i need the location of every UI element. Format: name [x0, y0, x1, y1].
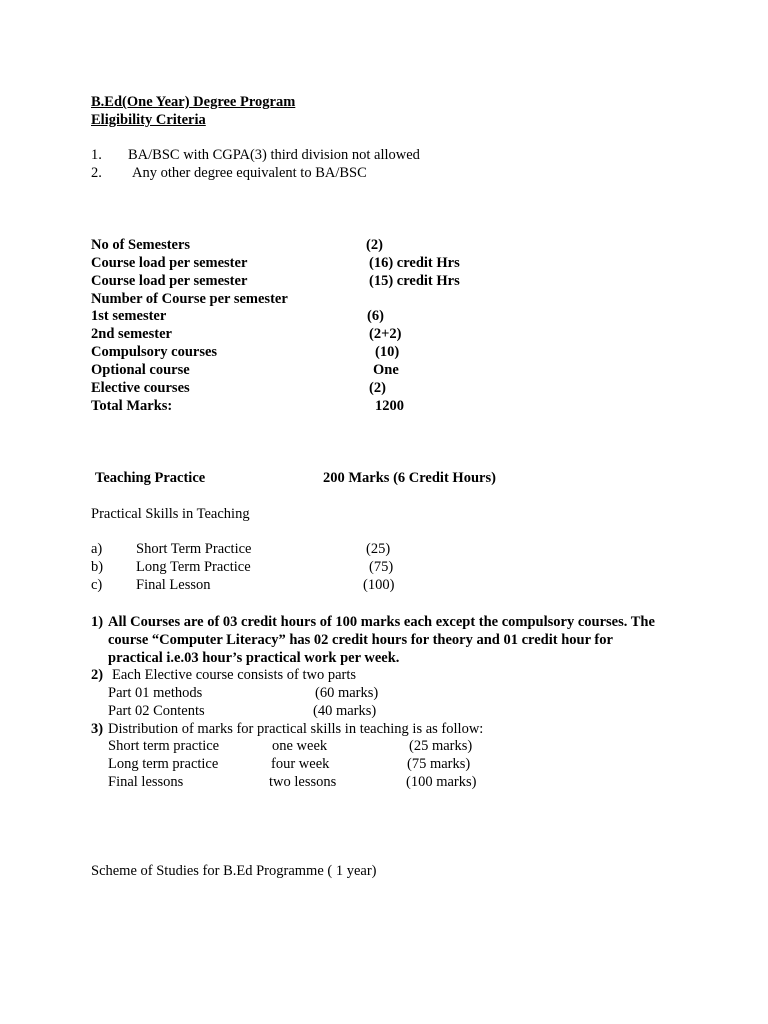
- practice-label: Final Lesson: [136, 577, 211, 593]
- detail-value: (15) credit Hrs: [369, 273, 460, 289]
- eligibility-num-1: 1.: [91, 147, 102, 163]
- detail-value: (10): [375, 344, 400, 360]
- distribution-duration: one week: [272, 738, 328, 754]
- note-1-number: 1): [91, 614, 104, 630]
- detail-label: Total Marks:: [91, 398, 173, 414]
- distribution-label: Short term practice: [108, 738, 220, 754]
- scheme-of-studies-heading: Scheme of Studies for B.Ed Programme ( 1 year): [91, 863, 377, 879]
- detail-label: 1st semester: [91, 308, 167, 324]
- detail-value: (2): [369, 380, 386, 396]
- note-3-number: 3): [91, 721, 104, 737]
- detail-label: No of Semesters: [91, 237, 191, 253]
- eligibility-heading: Eligibility Criteria: [91, 112, 206, 128]
- detail-value: (16) credit Hrs: [369, 255, 460, 271]
- practice-letter: a): [91, 541, 103, 557]
- practice-label: Long Term Practice: [136, 559, 251, 575]
- practical-skills-heading: Practical Skills in Teaching: [91, 506, 250, 522]
- detail-label: Course load per semester: [91, 273, 248, 289]
- distribution-duration: four week: [271, 756, 330, 772]
- detail-label: Elective courses: [91, 380, 190, 396]
- distribution-duration: two lessons: [269, 774, 337, 790]
- note-1-line-2: course “Computer Literacy” has 02 credit hours for theory and 01 credit hour for: [108, 632, 613, 648]
- detail-value: (2+2): [369, 326, 402, 342]
- practice-letter: c): [91, 577, 103, 593]
- practice-value: (75): [369, 559, 394, 575]
- distribution-label: Final lessons: [108, 774, 184, 790]
- detail-value: 1200: [375, 398, 404, 414]
- eligibility-item-1: BA/BSC with CGPA(3) third division not allowed: [128, 147, 420, 163]
- elective-part-label: Part 01 methods: [108, 685, 203, 701]
- detail-value: (6): [367, 308, 384, 324]
- elective-part-marks: (40 marks): [313, 703, 377, 719]
- practice-label: Short Term Practice: [136, 541, 252, 557]
- note-1-line-1: All Courses are of 03 credit hours of 100 marks each except the compulsory courses. The: [108, 614, 655, 630]
- practice-value: (100): [363, 577, 395, 593]
- distribution-marks: (25 marks): [409, 738, 473, 754]
- note-2-text: Each Elective course consists of two parts: [112, 667, 357, 683]
- distribution-marks: (100 marks): [406, 774, 477, 790]
- detail-label: 2nd semester: [91, 326, 172, 342]
- detail-label: Course load per semester: [91, 255, 248, 271]
- teaching-practice-label: Teaching Practice: [95, 470, 206, 486]
- detail-value: (2): [366, 237, 383, 253]
- detail-value: One: [373, 362, 399, 378]
- detail-label: Number of Course per semester: [91, 291, 288, 307]
- elective-part-marks: (60 marks): [315, 685, 379, 701]
- distribution-label: Long term practice: [108, 756, 219, 772]
- distribution-marks: (75 marks): [407, 756, 471, 772]
- note-1-line-3: practical i.e.03 hour’s practical work per week.: [108, 650, 400, 666]
- eligibility-item-2: Any other degree equivalent to BA/BSC: [132, 165, 367, 181]
- eligibility-num-2: 2.: [91, 165, 102, 181]
- practice-letter: b): [91, 559, 104, 575]
- detail-label: Optional course: [91, 362, 190, 378]
- note-3-text: Distribution of marks for practical skills in teaching is as follow:: [108, 721, 484, 737]
- elective-part-label: Part 02 Contents: [108, 703, 205, 719]
- document-title: B.Ed(One Year) Degree Program: [91, 94, 296, 110]
- note-2-number: 2): [91, 667, 104, 683]
- teaching-practice-value: 200 Marks (6 Credit Hours): [323, 470, 496, 486]
- detail-label: Compulsory courses: [91, 344, 218, 360]
- practice-value: (25): [366, 541, 391, 557]
